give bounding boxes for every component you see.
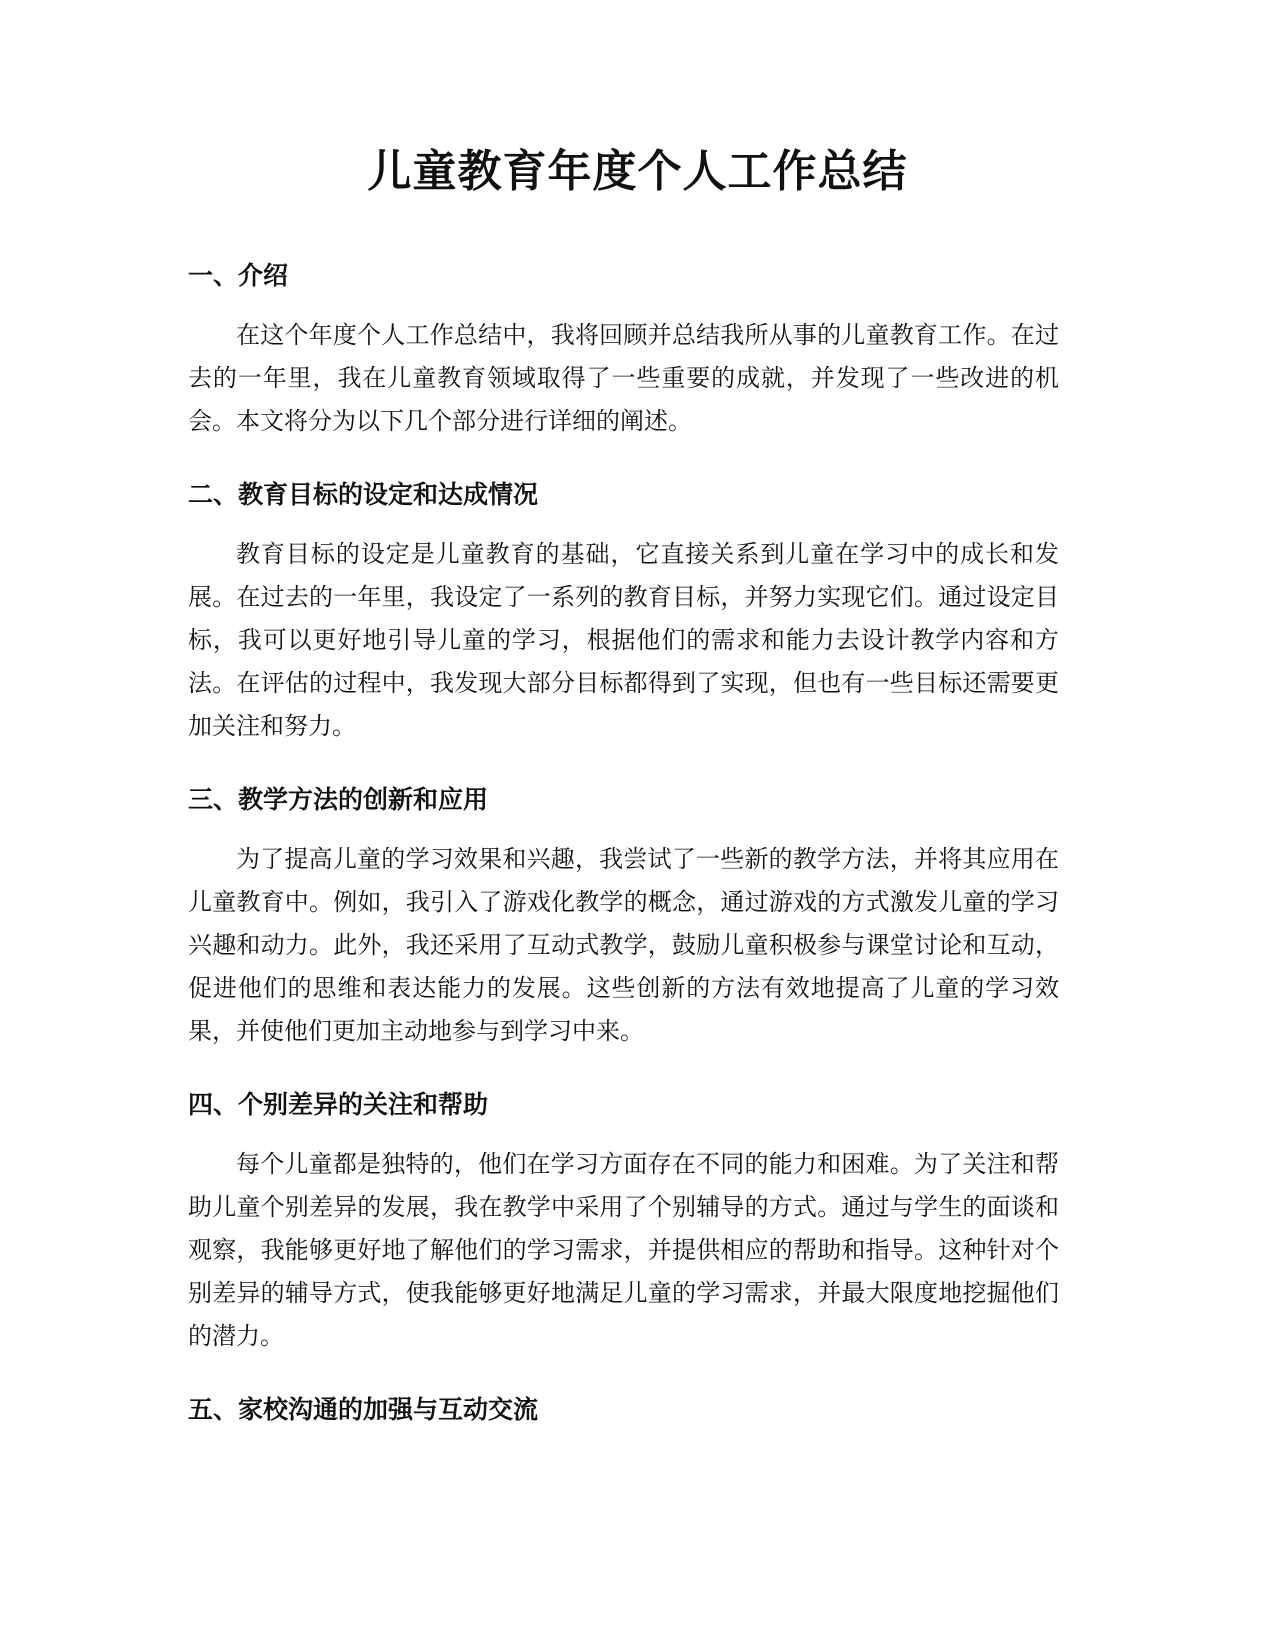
- section-body-individual-differences: 每个儿童都是独特的，他们在学习方面存在不同的能力和困难。为了关注和帮助儿童个别差异的发展，我在教学中采用了个别辅导的方式。通过与学生的面谈和观察，我能够更好地了解他们的学习需求，并提供相应的帮助和指导。这种针对个别差异的辅导方式，使我能够更好地满足儿童的学习需求，并最大限度地挖掘他们的潜力。: [188, 1150, 1059, 1350]
- section-heading-teaching-methods: 三、教学方法的创新和应用: [188, 785, 489, 814]
- section-heading-individual-differences: 四、个别差异的关注和帮助: [188, 1090, 489, 1119]
- section-heading-education-goals: 二、教育目标的设定和达成情况: [188, 480, 539, 509]
- document-title: 儿童教育年度个人工作总结: [367, 146, 908, 197]
- section-body-education-goals: 教育目标的设定是儿童教育的基础，它直接关系到儿童在学习中的成长和发展。在过去的一年里，我设定了一系列的教育目标，并努力实现它们。通过设定目标，我可以更好地引导儿童的学习，根据他们的需求和能力去设计教学内容和方法。在评估的过程中，我发现大部分目标都得到了实现，但也有一些目标还需要更加关注和努力。: [188, 540, 1059, 740]
- section-body-teaching-methods: 为了提高儿童的学习效果和兴趣，我尝试了一些新的教学方法，并将其应用在儿童教育中。例如，我引入了游戏化教学的概念，通过游戏的方式激发儿童的学习兴趣和动力。此外，我还采用了互动式教学，鼓励儿童积极参与课堂讨论和互动，促进他们的思维和表达能力的发展。这些创新的方法有效地提高了儿童的学习效果，并使他们更加主动地参与到学习中来。: [188, 845, 1059, 1045]
- section-heading-home-school-communication: 五、家校沟通的加强与互动交流: [188, 1395, 539, 1424]
- section-body-introduction: 在这个年度个人工作总结中，我将回顾并总结我所从事的儿童教育工作。在过去的一年里，我在儿童教育领域取得了一些重要的成就，并发现了一些改进的机会。本文将分为以下几个部分进行详细的阐述。: [188, 321, 1059, 435]
- section-heading-introduction: 一、介绍: [188, 261, 289, 290]
